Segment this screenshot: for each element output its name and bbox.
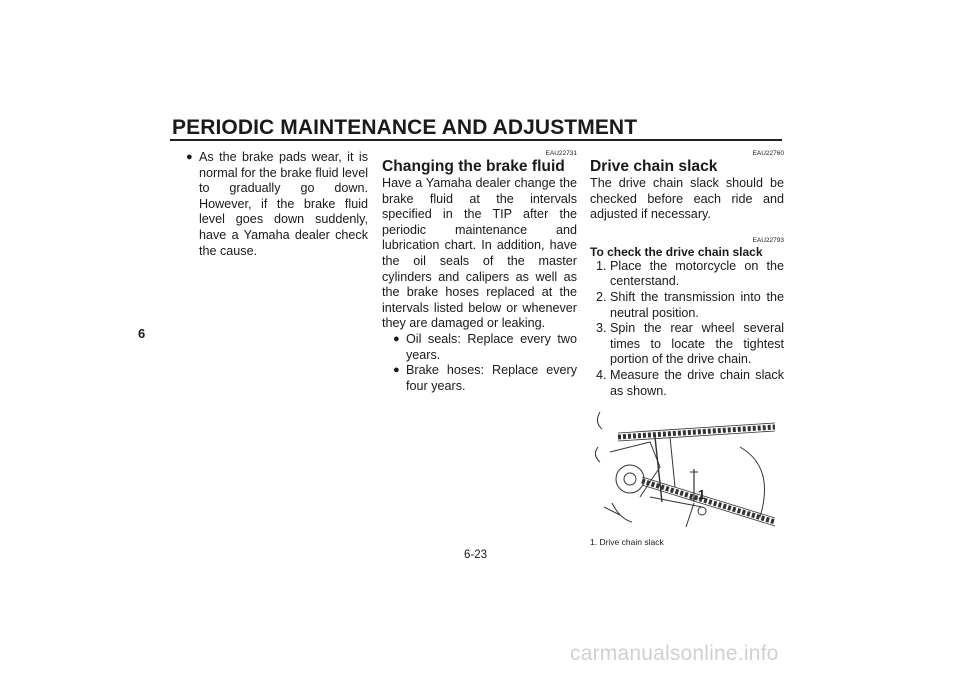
- step-item: 2. Shift the transmission into the neutral position.: [596, 289, 784, 320]
- bullet-item-brake-hoses: ● Brake hoses: Replace every four years.: [393, 363, 577, 393]
- figure-caption: 1. Drive chain slack: [590, 536, 664, 547]
- header-rule: [170, 139, 782, 141]
- step-item: 1. Place the motorcycle on the centerstand.: [596, 258, 784, 289]
- bullet-icon: ●: [186, 151, 193, 163]
- column-3: [590, 150, 784, 547]
- brake-fluid-body: Have a Yamaha dealer change the brake fluid at the intervals specified in the TIP after the periodic maintenance and lubrication chart. In addition, have the oil seals of the master cylinders and calipers as well as the brake hoses replaced at the intervals listed below or whenever they are damaged or leaking.: [382, 176, 577, 331]
- step-item: 3. Spin the rear wheel several times to locate the tightest portion of the drive chain.: [596, 321, 784, 367]
- brake-fluid-bullets: [382, 332, 577, 394]
- bullet-icon: ●: [393, 364, 400, 377]
- watermark-text: carmanualsonline.info: [570, 642, 779, 665]
- bullet-icon: ●: [393, 332, 400, 345]
- drive-chain-body: The drive chain slack should be checked before each ride and adjusted if necessary.: [590, 176, 784, 222]
- column-2: [382, 150, 577, 394]
- brake-pad-wear-note: ● As the brake pads wear, it is normal for the brake fluid level to gradually go down. However, if the brake fluid level goes down suddenly, have a Yamaha dealer check the cause.: [186, 150, 368, 258]
- drive-chain-illustration: [590, 407, 780, 529]
- step-item: 4. Measure the drive chain slack as shown.: [596, 367, 784, 398]
- column-1: [186, 150, 368, 259]
- section-title-drive-chain: Drive chain slack: [590, 158, 718, 175]
- chapter-tab: 6: [138, 326, 146, 341]
- figure-callout: 1: [698, 487, 706, 503]
- section-code: EAU22760: [752, 150, 784, 157]
- subsection-code: EAU22793: [752, 236, 784, 244]
- subsection-title: To check the drive chain slack: [590, 244, 763, 259]
- steps-list: [590, 259, 784, 399]
- section-title-brake-fluid: Changing the brake fluid: [382, 158, 565, 175]
- page-header-title: PERIODIC MAINTENANCE AND ADJUSTMENT: [172, 116, 638, 139]
- page-number: 6-23: [464, 549, 488, 561]
- bullet-item-oil-seals: ● Oil seals: Replace every two years.: [393, 331, 577, 362]
- section-code: EAU22731: [545, 150, 577, 157]
